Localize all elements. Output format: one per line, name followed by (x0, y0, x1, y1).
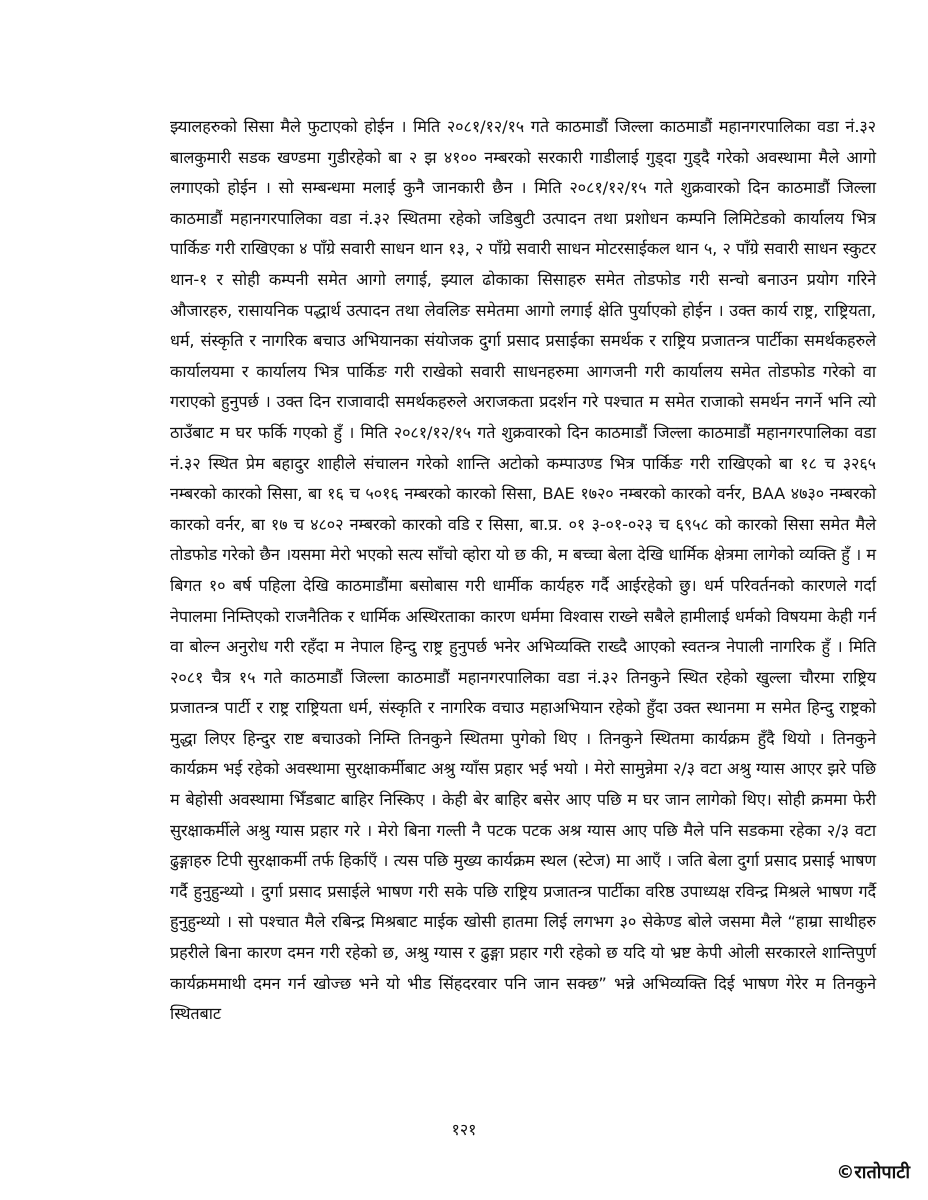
watermark-credit: ©रातोपाटी (836, 1162, 910, 1183)
page-number: १२१ (451, 1120, 477, 1139)
body-paragraph: झ्यालहरुको सिसा मैले फुटाएको होईन । मिति २०८१/१२/१५ गते काठमाडौं जिल्ला काठमाडौं महानगरपालिका वडा नं.३२ बालकुमारी सडक खण्डमा गुडीरहेको बा २ झ ४१०० नम्बरको सरकारी गाडीलाई गुड्दा गुड्दै गरेको अवस्थामा मैले आगो लगाएको होईन । सो सम्बन्धमा मलाई कुनै जानकारी छैन । मिति २०८१/१२/१५ गते शुक्रवारको दिन काठमाडौं जिल्ला काठमाडौं महानगरपालिका वडा नं.३२ स्थितमा रहेको जडिबुटी उत्पादन तथा प्रशोधन कम्पनि लिमिटेडको कार्यालय भित्र पार्किङ गरी राखिएका ४ पाँग्रे सवारी साधन थान १३, २ पाँग्रे सवारी साधन मोटरसाईकल थान ५, २ पाँग्रे सवारी साधन स्कुटर थान-१ र सोही कम्पनी समेत आगो लगाई, झ्याल ढोकाका सिसाहरु समेत तोडफोड गरी सन्चो बनाउन प्रयोग गरिने औजारहरु, रासायनिक पद्धार्थ उत्पादन तथा लेवलिङ समेतमा आगो लगाई क्षेति पुर्याएको होईन । उक्त कार्य राष्ट्र, राष्ट्रियता, धर्म, संस्कृति र नागरिक बचाउ अभियानका संयोजक दुर्गा प्रसाद प्रसाईका समर्थक र राष्ट्रिय प्रजातन्त्र पार्टीका समर्थकहरुले कार्यालयमा र कार्यालय भित्र पार्किङ गरी राखेको सवारी साधनहरुमा आगजनी गरी कार्यालय समेत तोडफोड गरेको वा गराएको हुनुपर्छ । उक्त दिन राजावादी समर्थकहरुले अराजकता प्रदर्शन गरे पश्चात म समेत राजाको समर्थन नगर्ने भनि त्यो ठाउँबाट म घर फर्कि गएको हुँ । मिति २०८१/१२/१५ गते शुक्रवारको दिन काठमाडौं जिल्ला काठमाडौं महानगरपालिका वडा नं.३२ स्थित प्रेम बहादुर शाहीले संचालन गरेको शान्ति अटोको कम्पाउण्ड भित्र पार्किङ गरी राखिएको बा १८ च ३२६५ नम्बरको कारको सिसा, बा १६ च ५०१६ नम्बरको कारको सिसा, BAE १७२० नम्बरको कारको वर्नर, BAA ४७३० नम्बरको कारको वर्नर, बा १७ च ४८०२ नम्बरको कारको वडि र सिसा, बा.प्र. ०१ ३-०१-०२३ च ६९५८ को कारको सिसा समेत मैले तोडफोड गरेको छैन ।यसमा मेरो भएको सत्य साँचो व्होरा यो छ की, म बच्चा बेला देखि धार्मिक क्षेत्रमा लागेको व्यक्ति हुँ । म बिगत १० बर्ष पहिला देखि काठमाडौंमा बसोबास गरी धार्मीक कार्यहरु गर्दै आईरहेको छु। धर्म परिवर्तनको कारणले गर्दा नेपालमा निम्तिएको राजनैतिक र धार्मिक अस्थिरताका कारण धर्ममा विश्वास राख्ने सबैले हामीलाई धर्मको विषयमा केही गर्न वा बोल्न अनुरोध गरी रहँदा म नेपाल हिन्दु राष्ट्र हुनुपर्छ भनेर अभिव्यक्ति राख्दै आएको स्वतन्त्र नेपाली नागरिक हुँ । मिति २०८१ चैत्र १५ गते काठमाडौं जिल्ला काठमाडौं महानगरपालिका वडा नं.३२ तिनकुने स्थित रहेको खुल्ला चौरमा राष्ट्रिय प्रजातन्त्र पार्टी र राष्ट्र राष्ट्रियता धर्म, संस्कृति र नागरिक वचाउ महाअभियान रहेको हुँदा उक्त स्थानमा म समेत हिन्दु राष्ट्रको मुद्धा लिएर हिन्दुर राष्ट बचाउको निम्ति तिनकुने स्थितमा पुगेको थिए । तिनकुने स्थितमा कार्यक्रम हुँदै थियो । तिनकुने कार्यक्रम भई रहेको अवस्थामा सुरक्षाकर्मीबाट अश्रु ग्याँस प्रहार भई भयो । मेरो सामुन्नेमा २/३ वटा अश्रु ग्यास आएर झरे पछि म बेहोसी अवस्थामा भिँडबाट बाहिर निस्किए । केही बेर बाहिर बसेर आए पछि म घर जान लागेको थिए। सोही क्रममा फेरी सुरक्षाकर्मीले अश्रु ग्यास प्रहार गरे । मेरो बिना गल्ती नै पटक पटक अश्र ग्यास आए पछि मैले पनि सडकमा रहेका २/३ वटा ढुङ्गाहरु टिपी सुरक्षाकर्मी तर्फ हिर्काएँ । त्यस पछि मुख्य कार्यक्रम स्थल (स्टेज) मा आएँ । जति बेला दुर्गा प्रसाद प्रसाई भाषण गर्दै हुनुहुन्थ्यो । दुर्गा प्रसाद प्रसाईले भाषण गरी सके पछि राष्ट्रिय प्रजातन्त्र पार्टीका वरिष्ठ उपाध्यक्ष रविन्द्र मिश्रले भाषण गर्दै हुनुहुन्थ्यो । सो पश्चात मैले रबिन्द्र मिश्रबाट माईक खोसी हातमा लिई लगभग ३० सेकेण्ड बोले जसमा मैले “हाम्रा साथीहरु प्रहरीले बिना कारण दमन गरी रहेको छ, अश्रु ग्यास र ढुङ्गा प्रहार गरी रहेको छ यदि यो भ्रष्ट केपी ओली सरकारले शान्तिपुर्ण कार्यक्रममाथी दमन गर्न खोज्छ भने यो भीड सिंहदरवार पनि जान सक्छ” भन्ने अभिव्यक्ति दिई भाषण गेरेर म तिनकुने स्थितबाट (170, 117, 876, 1024)
